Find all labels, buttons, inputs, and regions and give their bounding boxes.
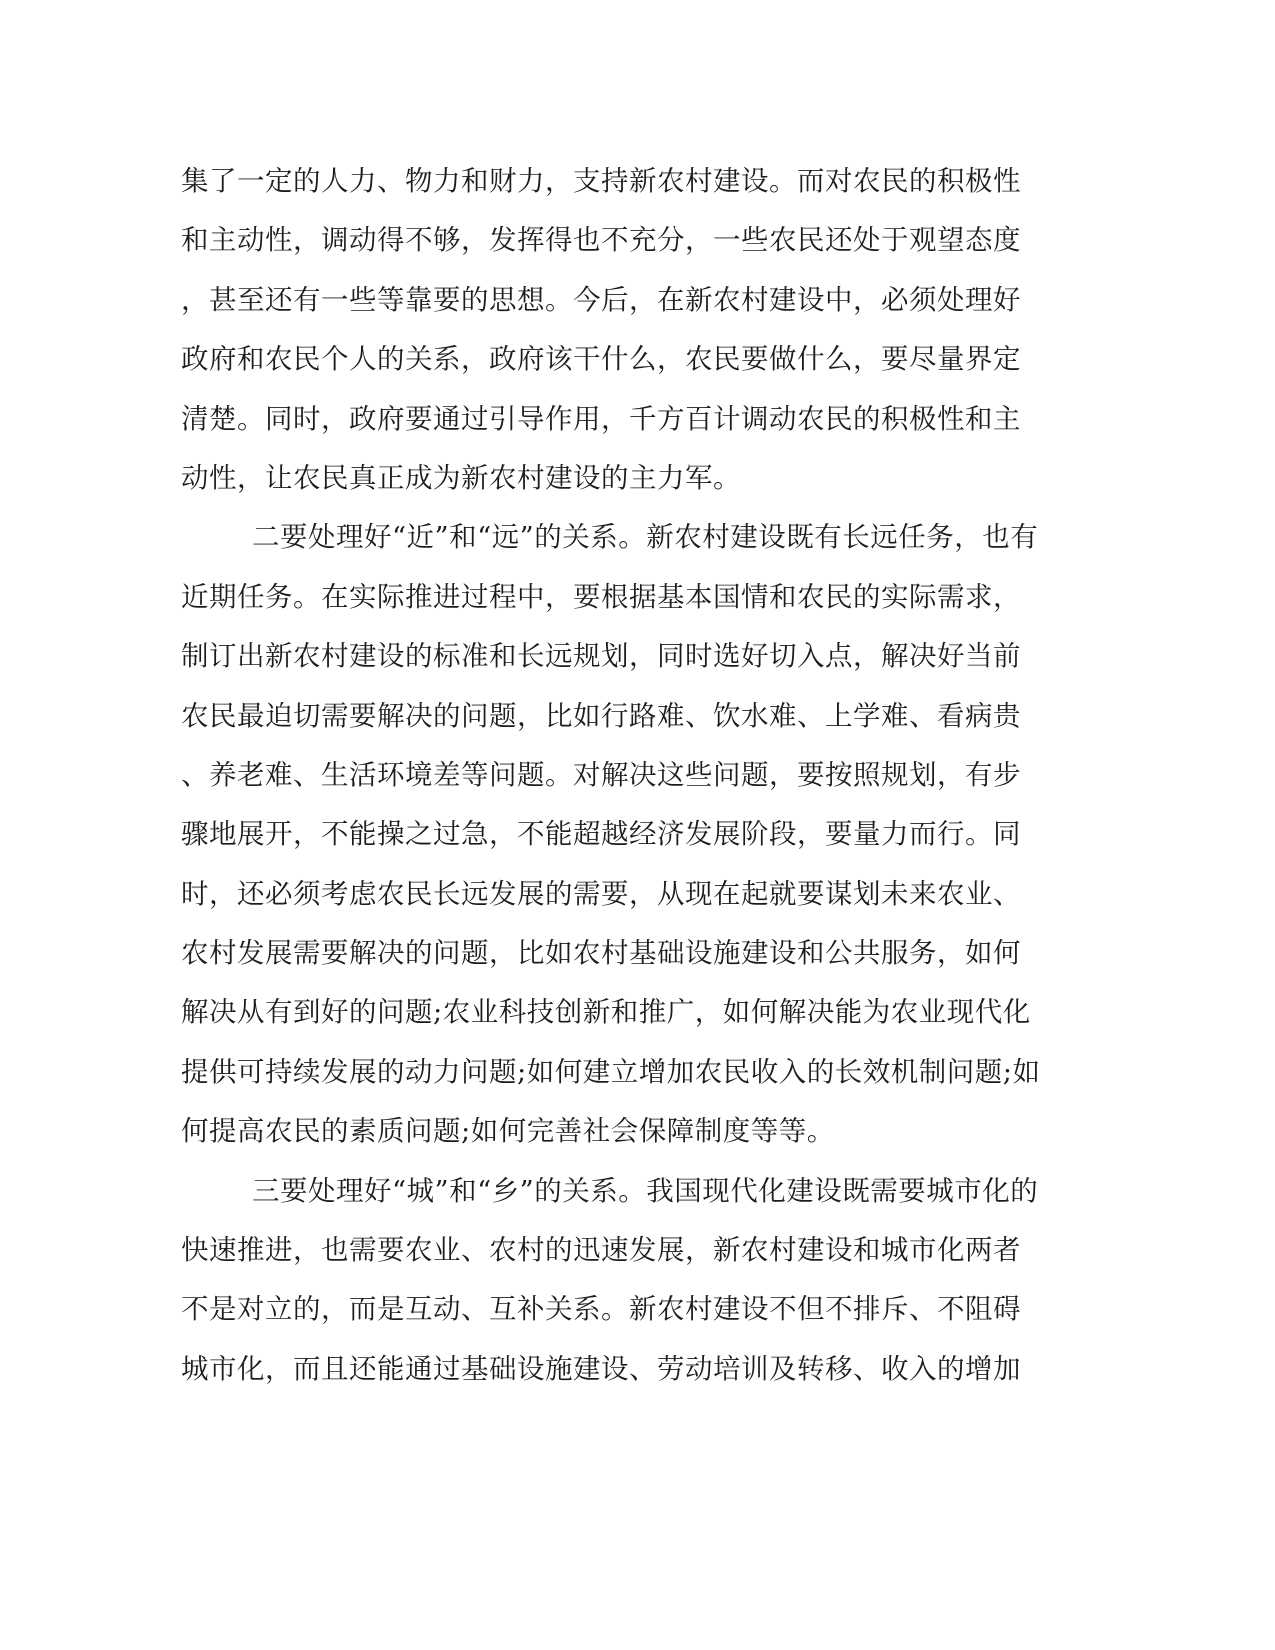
text-line: 提供可持续发展的动力问题;如何建立增加农民收入的长效机制问题;如 [181, 1055, 1041, 1088]
text-line: 制订出新农村建设的标准和长远规划，同时选好切入点，解决好当前 [181, 640, 1021, 673]
text-line: 、养老难、生活环境差等问题。对解决这些问题，要按照规划，有步 [181, 758, 1021, 791]
paragraph-start-line: 三要处理好“城”和“乡”的关系。我国现代化建设既需要城市化的 [252, 1174, 1039, 1207]
text-line: 农村发展需要解决的问题，比如农村基础设施建设和公共服务，如何 [181, 937, 1021, 970]
text-line: 近期任务。在实际推进过程中，要根据基本国情和农民的实际需求， [181, 580, 1021, 613]
paragraph-start-line: 二要处理好“近”和“远”的关系。新农村建设既有长远任务，也有 [252, 521, 1039, 554]
text-line: 清楚。同时，政府要通过引导作用，千方百计调动农民的积极性和主 [181, 402, 1021, 435]
text-line: 城市化，而且还能通过基础设施建设、劳动培训及转移、收入的增加 [181, 1352, 1021, 1385]
text-line: 政府和农民个人的关系，政府该干什么，农民要做什么，要尽量界定 [181, 343, 1021, 376]
text-line: 集了一定的人力、物力和财力，支持新农村建设。而对农民的积极性 [181, 165, 1021, 197]
text-line: 不是对立的，而是互动、互补关系。新农村建设不但不排斥、不阻碍 [181, 1293, 1021, 1326]
text-line: 动性，让农民真正成为新农村建设的主力军。 [181, 461, 741, 494]
body-text [181, 152, 1041, 1399]
text-line: 解决从有到好的问题;农业科技创新和推广，如何解决能为农业现代化 [181, 996, 1031, 1029]
text-line: 时，还必须考虑农民长远发展的需要，从现在起就要谋划未来农业、 [181, 877, 1021, 910]
text-line: 农民最迫切需要解决的问题，比如行路难、饮水难、上学难、看病贵 [181, 699, 1021, 732]
text-line: 何提高农民的素质问题;如何完善社会保障制度等等。 [181, 1115, 835, 1148]
text-line: 快速推进，也需要农业、农村的迅速发展，新农村建设和城市化两者 [181, 1234, 1021, 1267]
text-line: 骤地展开，不能操之过急，不能超越经济发展阶段，要量力而行。同 [181, 818, 1021, 851]
text-line: ，甚至还有一些等靠要的思想。今后，在新农村建设中，必须处理好 [181, 283, 1021, 316]
text-line: 和主动性，调动得不够，发挥得也不充分，一些农民还处于观望态度 [181, 224, 1021, 257]
